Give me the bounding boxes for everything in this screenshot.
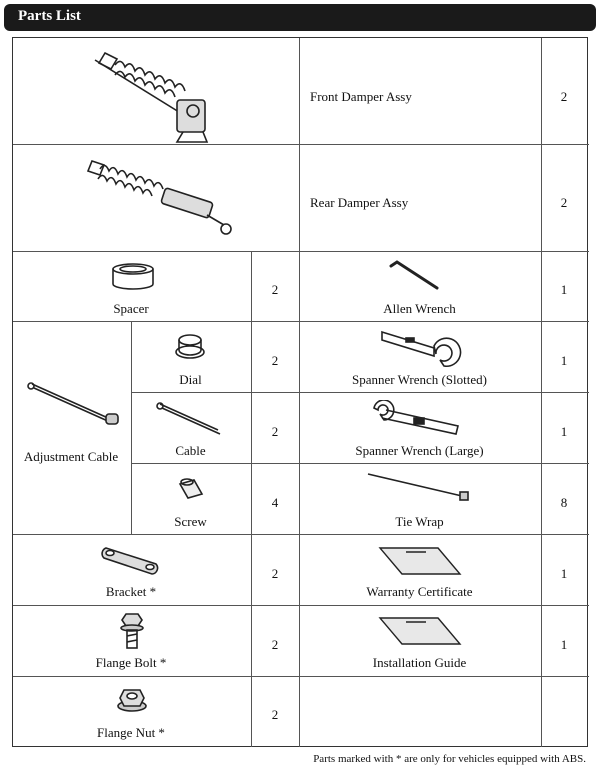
bracket-illustration [100,544,162,576]
flange-nut-illustration [116,684,148,714]
screw-label: Screw [174,514,207,529]
adjustment-cable-label: Adjustment Cable [23,449,119,464]
rear-damper-illustration [82,155,232,243]
spanner-slotted-label: Spanner Wrench (Slotted) [352,372,487,387]
adjustment-cable-illustration [26,378,122,428]
flange-nut-label: Flange Nut * [97,725,165,740]
spanner-large-illustration [370,400,464,440]
spacer-label: Spacer [113,301,149,316]
spanner-large-label: Spanner Wrench (Large) [355,443,484,458]
page-title: Parts List [18,8,81,24]
dial-qty: 2 [271,353,279,368]
bracket-qty: 2 [271,566,279,581]
warranty-certificate-illustration [376,544,464,578]
row-divider [131,392,589,393]
title-bar [4,4,596,31]
allen-wrench-label: Allen Wrench [383,301,456,316]
warranty-certificate-qty: 1 [560,566,568,581]
column-divider [299,38,300,747]
front-damper-qty: 2 [560,89,568,104]
rear-damper-qty: 2 [560,195,568,210]
spanner-large-qty: 1 [560,424,568,439]
screw-qty: 4 [271,495,279,510]
rear-damper-label: Rear Damper Assy [310,195,409,210]
bracket-label: Bracket * [105,584,157,599]
column-divider [131,321,132,534]
row-divider [13,251,589,252]
spacer-qty: 2 [271,282,279,297]
spacer-illustration [110,262,156,292]
abs-footnote: Parts marked with * are only for vehicles equipped with ABS. [313,753,586,765]
row-divider [13,321,589,322]
row-divider [13,605,589,606]
installation-guide-qty: 1 [560,637,568,652]
spanner-slotted-qty: 1 [560,353,568,368]
cable-illustration [156,400,226,436]
warranty-certificate-label: Warranty Certificate [366,584,473,599]
allen-wrench-illustration [385,258,441,294]
cable-label: Cable [175,443,206,458]
flange-bolt-illustration [118,612,146,652]
dial-label: Dial [179,372,202,387]
row-divider [13,534,589,535]
dial-illustration [172,332,208,362]
flange-bolt-qty: 2 [271,637,279,652]
installation-guide-illustration [376,614,464,648]
cable-qty: 2 [271,424,279,439]
allen-wrench-qty: 1 [560,282,568,297]
flange-bolt-label: Flange Bolt * [95,655,167,670]
front-damper-illustration [85,45,225,145]
front-damper-label: Front Damper Assy [310,89,412,104]
tie-wrap-illustration [366,470,472,504]
installation-guide-label: Installation Guide [372,655,467,670]
screw-illustration [176,476,206,502]
row-divider [13,676,589,677]
row-divider [131,463,589,464]
flange-nut-qty: 2 [271,707,279,722]
tie-wrap-label: Tie Wrap [395,514,444,529]
spanner-slotted-illustration [378,326,462,368]
tie-wrap-qty: 8 [560,495,568,510]
